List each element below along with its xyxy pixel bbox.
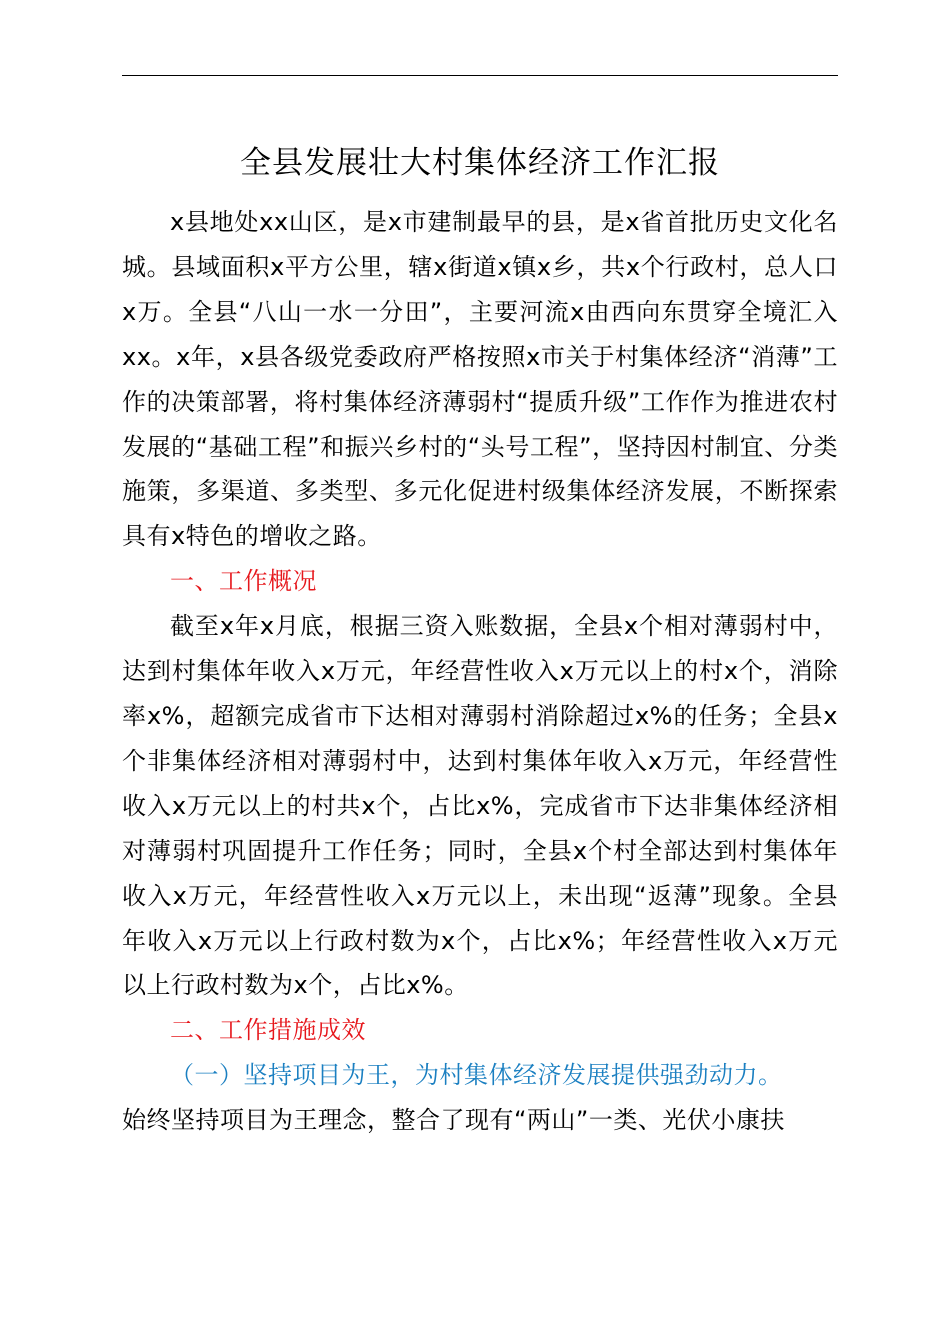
- header-rule: [122, 75, 838, 76]
- section-heading-measures: 二、工作措施成效: [170, 1016, 366, 1045]
- document-title: 全县发展壮大村集体经济工作汇报: [240, 145, 720, 181]
- projects-paragraph: 始终坚持项目为王理念，整合了现有“两山”一类、光伏小康扶: [122, 1106, 785, 1135]
- document-body: [122, 140, 838, 1143]
- subsection-heading-projects: （一）坚持项目为王，为村集体经济发展提供强劲动力。: [170, 1061, 783, 1090]
- overview-paragraph: 截至x年x月底，根据三资入账数据，全县x个相对薄弱村中，达到村集体年收入x万元，年经营性收入x万元以上的村x个，消除率x%，超额完成省市下达相对薄弱村消除超过x%的任务；全县x个非集体经济相对薄弱村中，达到村集体年收入x万元，年经营性收入x万元以上的村共x个，占比x%，完成省市下达非集体经济相对薄弱村巩固提升工作任务；同时，全县x个村全部达到村集体年收入x万元，年经营性收入x万元以上，未出现“返薄”现象。全县年收入x万元以上行政村数为x个，占比x%；年经营性收入x万元以上行政村数为x个，占比x%。: [122, 612, 838, 1000]
- section-heading-overview: 一、工作概况: [170, 567, 317, 596]
- intro-paragraph: x县地处xx山区，是x市建制最早的县，是x省首批历史文化名城。县域面积x平方公里，辖x街道x镇x乡，共x个行政村，总人口x万。全县“八山一水一分田”，主要河流x由西向东贯穿全境汇入xx。x年，x县各级党委政府严格按照x市关于村集体经济“消薄”工作的决策部署，将村集体经济薄弱村“提质升级”工作作为推进农村发展的“基础工程”和振兴乡村的“头号工程”，坚持因村制宜、分类施策，多渠道、多类型、多元化促进村级集体经济发展，不断探索具有x特色的增收之路。: [122, 208, 838, 551]
